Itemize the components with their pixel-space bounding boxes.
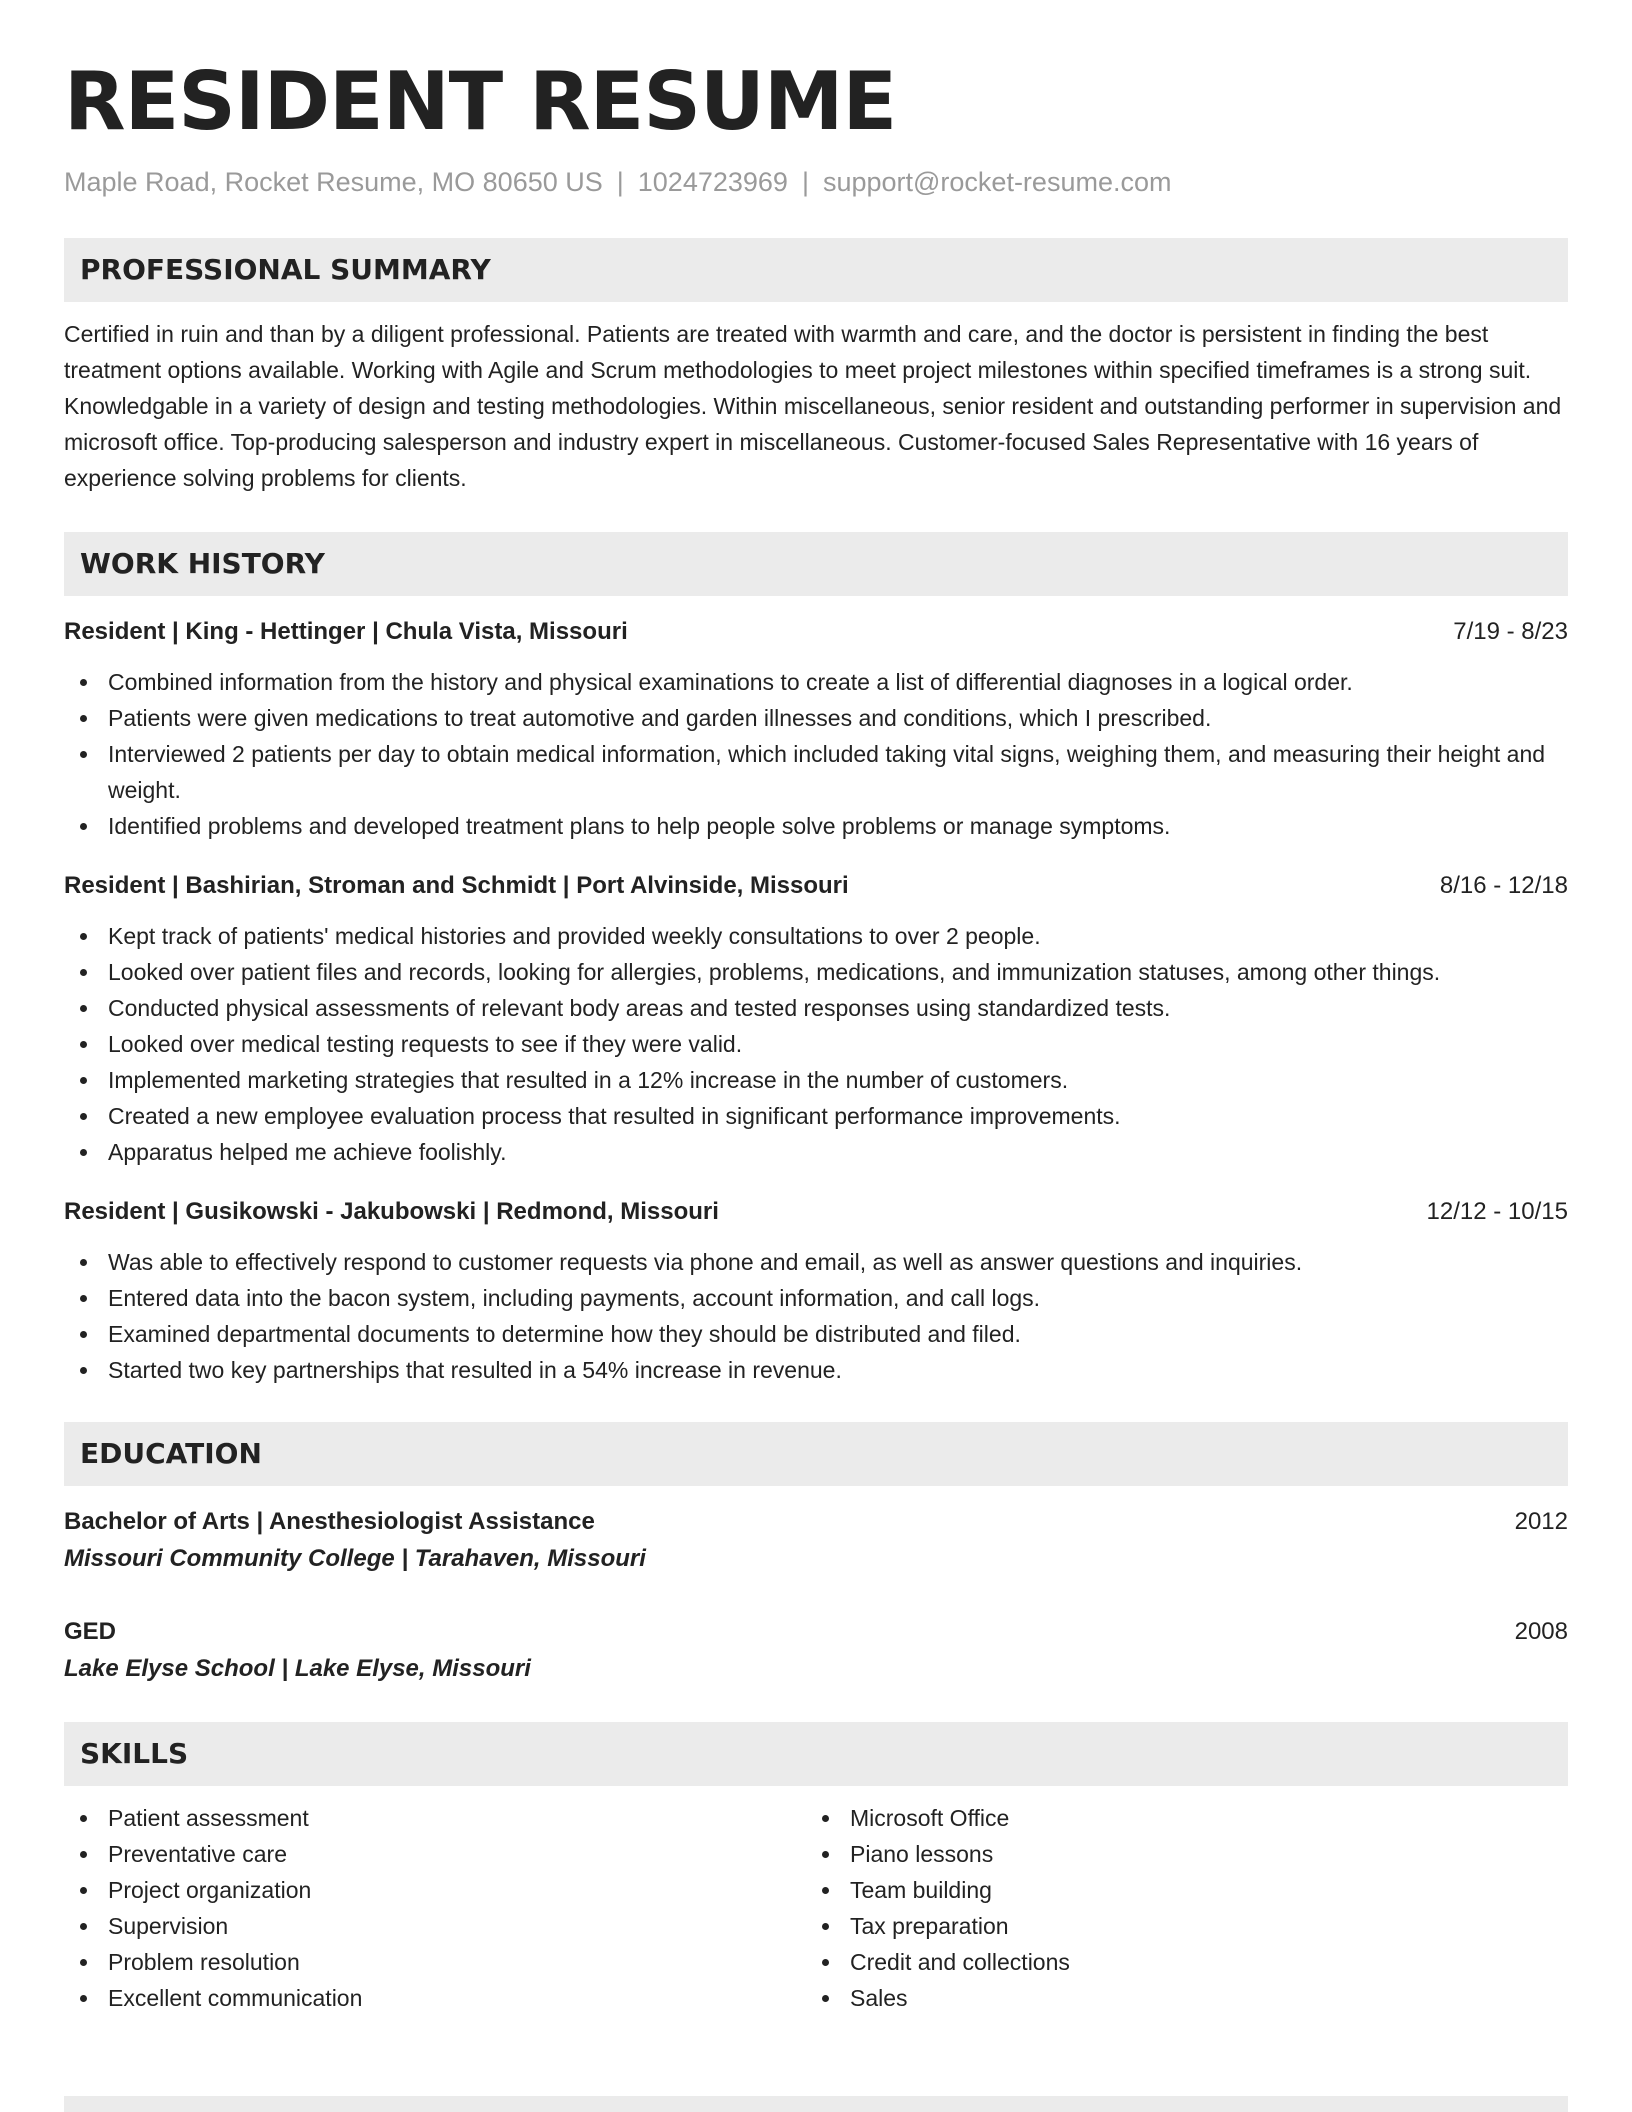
education-year: 2012 (1514, 1508, 1568, 1535)
job-bullet: Identified problems and developed treatment plans to help people solve problems or manage symptoms. (64, 808, 1568, 844)
education-school: Missouri Community College | Tarahaven, Missouri (64, 1545, 646, 1572)
contact-separator: | (616, 167, 624, 197)
skill-item: Excellent communication (64, 1980, 806, 2016)
skill-item: Piano lessons (806, 1836, 1548, 1872)
contact-email: support@rocket-resume.com (822, 167, 1172, 197)
job-bullet: Entered data into the bacon system, including payments, account information, and call logs. (64, 1280, 1568, 1316)
job-bullets (64, 664, 1568, 844)
contact-phone: 1024723969 (637, 167, 788, 197)
job-bullet: Patients were given medications to treat automotive and garden illnesses and conditions, which I prescribed. (64, 700, 1568, 736)
job-bullet: Implemented marketing strategies that resulted in a 12% increase in the number of customers. (64, 1062, 1568, 1098)
job-bullets (64, 1244, 1568, 1388)
job-bullet: Started two key partnerships that resulted in a 54% increase in revenue. (64, 1352, 1568, 1388)
job-dates: 7/19 - 8/23 (1453, 618, 1568, 645)
education-degree: Bachelor of Arts | Anesthesiologist Assistance (64, 1508, 595, 1535)
job-bullet: Created a new employee evaluation process that resulted in significant performance improvements. (64, 1098, 1568, 1134)
section-header-summary: PROFESSIONAL SUMMARY (64, 238, 1568, 302)
job-entry (64, 614, 1568, 844)
next-section-header-bar (64, 2096, 1568, 2112)
job-title: Resident | Bashirian, Stroman and Schmidt | Port Alvinside, Missouri (64, 872, 849, 899)
job-bullet: Looked over medical testing requests to see if they were valid. (64, 1026, 1568, 1062)
skill-item: Project organization (64, 1872, 806, 1908)
contact-line (64, 164, 1568, 200)
education-entry (64, 1614, 1568, 1688)
resume-page (64, 0, 1568, 2016)
skill-item: Supervision (64, 1908, 806, 1944)
contact-address: Maple Road, Rocket Resume, MO 80650 US (64, 167, 603, 197)
skill-item: Patient assessment (64, 1800, 806, 1836)
job-title: Resident | King - Hettinger | Chula Vista, Missouri (64, 618, 628, 645)
skill-item: Sales (806, 1980, 1548, 2016)
job-bullet: Looked over patient files and records, looking for allergies, problems, medications, and immunization statuses, among other things. (64, 954, 1568, 990)
job-title: Resident | Gusikowski - Jakubowski | Redmond, Missouri (64, 1198, 719, 1225)
skill-item: Tax preparation (806, 1908, 1548, 1944)
skill-item: Problem resolution (64, 1944, 806, 1980)
contact-separator: | (801, 167, 809, 197)
job-bullet: Examined departmental documents to determine how they should be distributed and filed. (64, 1316, 1568, 1352)
section-header-education: EDUCATION (64, 1422, 1568, 1486)
job-bullet: Kept track of patients' medical histories and provided weekly consultations to over 2 people. (64, 918, 1568, 954)
section-header-work-history: WORK HISTORY (64, 532, 1568, 596)
job-bullet: Conducted physical assessments of relevant body areas and tested responses using standardized tests. (64, 990, 1568, 1026)
skills-list-left (64, 1800, 806, 2016)
job-dates: 12/12 - 10/15 (1426, 1198, 1568, 1225)
job-dates: 8/16 - 12/18 (1439, 872, 1568, 899)
job-bullet: Was able to effectively respond to customer requests via phone and email, as well as answer questions and inquiries. (64, 1244, 1568, 1280)
section-header-skills: SKILLS (64, 1722, 1568, 1786)
skill-item: Team building (806, 1872, 1548, 1908)
job-bullet: Combined information from the history and physical examinations to create a list of differential diagnoses in a logical order. (64, 664, 1568, 700)
education-school: Lake Elyse School | Lake Elyse, Missouri (64, 1655, 531, 1682)
skill-item: Preventative care (64, 1836, 806, 1872)
education-entry (64, 1504, 1568, 1578)
skills-columns (64, 1800, 1568, 2016)
skill-item: Microsoft Office (806, 1800, 1548, 1836)
job-bullet: Apparatus helped me achieve foolishly. (64, 1134, 1568, 1170)
education-year: 2008 (1514, 1618, 1568, 1645)
job-bullets (64, 918, 1568, 1170)
job-bullet: Interviewed 2 patients per day to obtain medical information, which included taking vital signs, weighing them, and measuring their height and weight. (64, 736, 1568, 808)
education-degree: GED (64, 1618, 117, 1645)
resume-name: RESIDENT RESUME (64, 55, 897, 148)
summary-text: Certified in ruin and than by a diligent professional. Patients are treated with warmth and care, and the doctor is persistent in finding the best treatment options available. Working with Agile and Scrum methodologies to meet project milestones within specified timeframes is a strong suit. Knowledgable in a variety of design and testing methodologies. Within miscellaneous, senior resident and outstanding performer in supervision and microsoft office. Top-producing salesperson and industry expert in miscellaneous. Customer-focused Sales Representative with 16 years of experience solving problems for clients. (64, 321, 1562, 491)
skills-list-right (806, 1800, 1548, 2016)
job-entry (64, 1194, 1568, 1388)
job-entry (64, 868, 1568, 1170)
skill-item: Credit and collections (806, 1944, 1548, 1980)
